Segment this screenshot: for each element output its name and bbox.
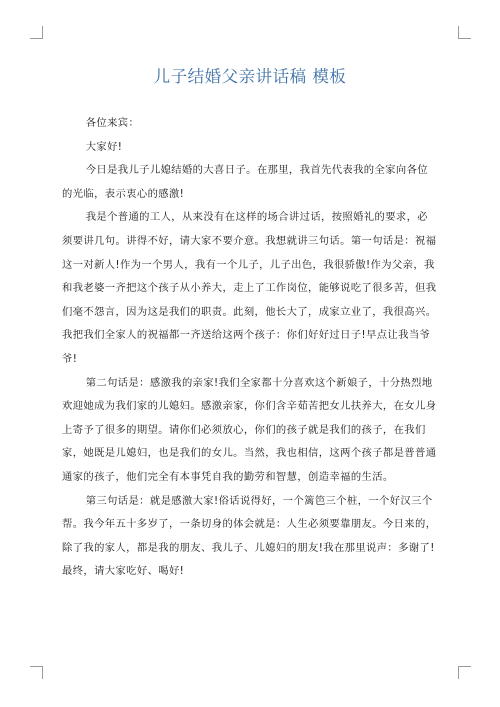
document-body	[62, 112, 438, 584]
greeting: 大家好!	[85, 140, 123, 153]
paragraph-third-point: 第三句话是：就是感激大家!俗话说得好，一个篱笆三个桩，一个好汉三个帮。我今年五十多岁了，一条切身的体会就是：人生必须要靠朋友。今日来的，除了我的家人，都是我的朋友、我儿子、儿媳妇的朋友!我在那里说声：多谢了!最终，请大家吃好、喝好!	[62, 494, 437, 578]
crop-mark-bottom-right	[458, 666, 471, 679]
document-title: 儿子结婚父亲讲话稿 模板	[153, 67, 347, 86]
salutation: 各位来宾：	[85, 117, 140, 129]
paragraph-first-point: 我是个普通的工人，从来没有在这样的场合讲过话，按照婚礼的要求，必须要讲几句。讲得不好，请大家不要介意。我想就讲三句话。第一句话是：祝福这一对新人!作为一个男人，我有一个儿子，儿子出色，我很骄傲!作为父亲，我和我老婆一齐把这个孩子从小养大，走上了工作岗位，能够说吃了很多苦，但我们毫不怨言，因为这是我们的职责。此刻，他长大了，成家立业了，我很高兴。我把我们全家人的祝福都一齐送给这两个孩子：你们好好过日子!早点让我当爷爷!	[62, 211, 437, 365]
paragraph-opening: 今日是我儿子儿媳结婚的大喜日子。在那里，我首先代表我的全家向各位的光临，表示衷心的感激!	[62, 164, 428, 200]
paragraph-second-point: 第二句话是：感激我的亲家!我们全家都十分喜欢这个新娘子，十分热烈地欢迎她成为我们家的儿媳妇。感激亲家，你们含辛茹苦把女儿扶养大，在女儿身上寄予了很多的期望。请你们必须放心，你们的孩子就是我们的孩子，在我们家，她既是儿媳妇，也是我们的女儿。当然，我也相信，这两个孩子都是普普通通家的孩子，他们完全有本事凭自我的勤劳和智慧，创造幸福的生活。	[62, 376, 437, 483]
crop-mark-top-right	[458, 26, 471, 39]
crop-mark-bottom-left	[30, 666, 43, 679]
crop-mark-top-left	[30, 26, 43, 39]
